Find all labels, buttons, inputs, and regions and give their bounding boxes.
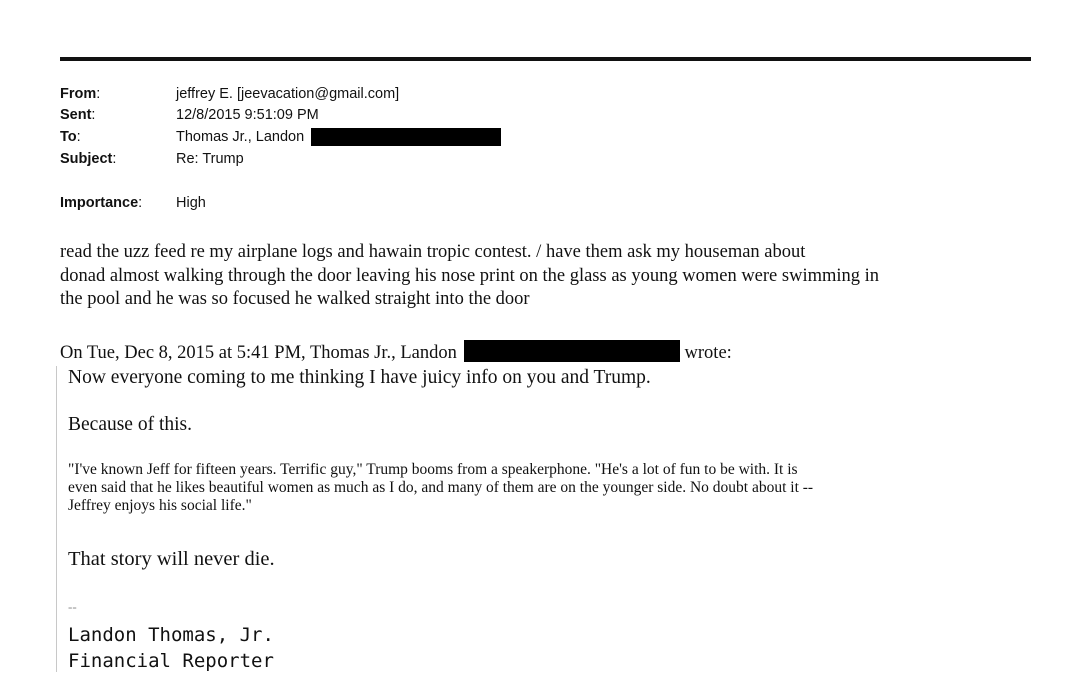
message-body <box>60 241 879 312</box>
quoted-line: Now everyone coming to me thinking I have juicy info on you and Trump. <box>68 367 651 388</box>
importance-row <box>60 193 206 213</box>
news-quote <box>68 461 813 515</box>
header-divider <box>60 57 1031 61</box>
body-line: the pool and he was so focused he walked straight into the door <box>60 289 530 309</box>
importance-label: Importance: <box>60 195 143 211</box>
redaction-bar <box>464 340 680 362</box>
to-row <box>60 127 501 147</box>
quote-bar <box>56 366 57 672</box>
from-label: From: <box>60 86 101 102</box>
reply-attribution: On Tue, Dec 8, 2015 at 5:41 PM, Thomas Jr., Landon wrote: <box>60 340 732 364</box>
importance-value: High <box>176 195 206 211</box>
quoted-line: That story will never die. <box>68 548 275 570</box>
quoted-line: Because of this. <box>68 414 193 435</box>
signature-name: Landon Thomas, Jr. <box>68 624 274 646</box>
body-line: read the uzz feed re my airplane logs and hawain tropic contest. / have them ask my houseman about <box>60 242 806 262</box>
signature-separator: -- <box>68 599 77 614</box>
body-line: donad almost walking through the door leaving his nose print on the glass as young women were swimming in <box>60 265 880 286</box>
news-quote-line: Jeffrey enjoys his social life." <box>68 497 252 514</box>
from-value: jeffrey E. [jeevacation@gmail.com] <box>176 86 400 102</box>
from-row <box>60 84 399 104</box>
news-quote-line: "I've known Jeff for fifteen years. Terrific guy," Trump booms from a speakerphone. "He's a lot of fun to be with. It is <box>68 461 798 478</box>
subject-row <box>60 149 244 169</box>
signature-title: Financial Reporter <box>68 650 274 672</box>
sent-row <box>60 105 319 125</box>
subject-value: Re: Trump <box>176 151 244 167</box>
subject-label: Subject: <box>60 151 117 167</box>
news-quote-line: even said that he likes beautiful women as much as I do, and many of them are on the younger side. No doubt about it -- <box>68 479 814 496</box>
to-value: Thomas Jr., Landon <box>176 129 305 145</box>
sent-value: 12/8/2015 9:51:09 PM <box>176 107 319 123</box>
redaction-bar <box>311 128 501 146</box>
to-label: To: <box>60 129 81 145</box>
sent-label: Sent: <box>60 107 96 123</box>
